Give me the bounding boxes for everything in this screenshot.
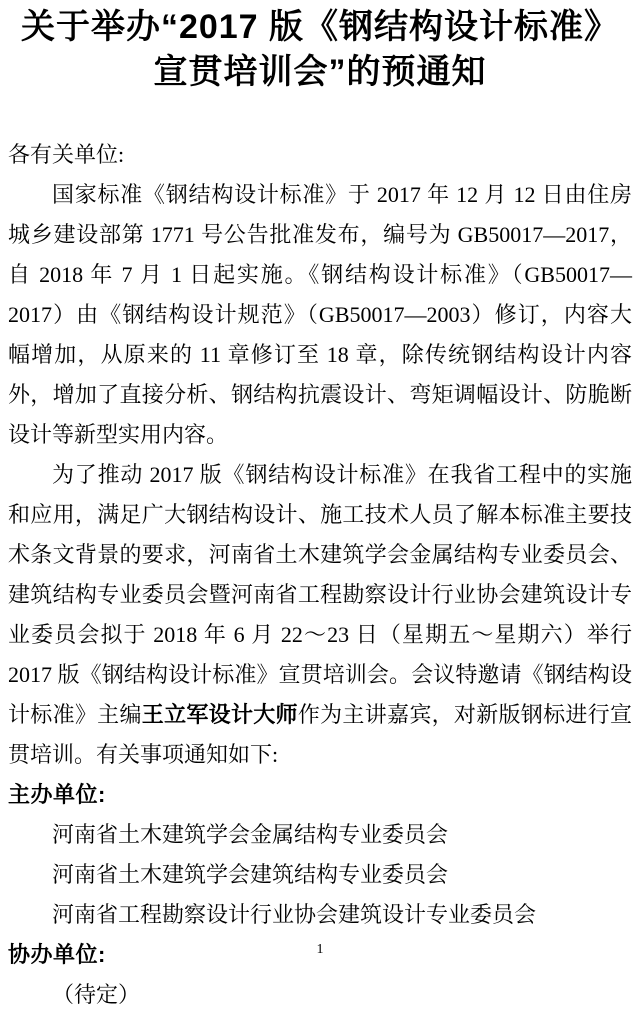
paragraph-training-announcement [8, 455, 632, 775]
host-organization-2: 河南省土木建筑学会建筑结构专业委员会 [52, 862, 449, 887]
document-title [0, 5, 640, 95]
paragraph2-before-bold: 为了推动 2017 版《钢结构设计标准》在我省工程中的实施和应用，满足广大钢结构设计、施工技术人员了解本标准主要技术条文背景的要求，河南省土木建筑学会金属结构专业委员会、建筑结构专业委员会暨河南省工程勘察设计行业协会建筑设计专业委员会拟于 2018 年 6 月 22～23 日（星期五～星期六）举行 2017 版《钢结构设计标准》宣贯培训会。会议特邀请《钢结构设计标准》主编 [8, 462, 632, 727]
host-heading: 主办单位: [8, 782, 106, 807]
paragraph-standard-release: 国家标准《钢结构设计标准》于 2017 年 12 月 12 日由住房城乡建设部第 1771 号公告批准发布，编号为 GB50017—2017，自 2018 年 7 月 1 日起实施。《钢结构设计标准》（GB50017—2017）由《钢结构设计规范》（GB50017—2003）修订，内容大幅增加，从原来的 11 章修订至 18 章，除传统钢结构设计内容外，增加了直接分析、钢结构抗震设计、弯矩调幅设计、防脆断设计等新型实用内容。 [8, 182, 632, 447]
paragraph2-after-bold: 作为主讲嘉宾，对新版钢标进行宣贯培训。有关事项通知如下: [8, 702, 632, 767]
co-host-value: （待定） [52, 982, 141, 1007]
document-page [0, 5, 640, 1007]
speaker-name: 王立军设计大师 [141, 702, 298, 727]
co-host-heading: 协办单位: [8, 942, 106, 967]
document-body [8, 135, 632, 1015]
title-line-1: 关于举办“2017 版《钢结构设计标准》 [20, 8, 620, 46]
host-organization-3: 河南省工程勘察设计行业协会建筑设计专业委员会 [52, 902, 537, 927]
page-number: 1 [316, 942, 324, 957]
host-organization-1: 河南省土木建筑学会金属结构专业委员会 [52, 822, 449, 847]
title-line-2: 宣贯培训会”的预通知 [153, 53, 487, 91]
salutation: 各有关单位: [8, 142, 125, 167]
